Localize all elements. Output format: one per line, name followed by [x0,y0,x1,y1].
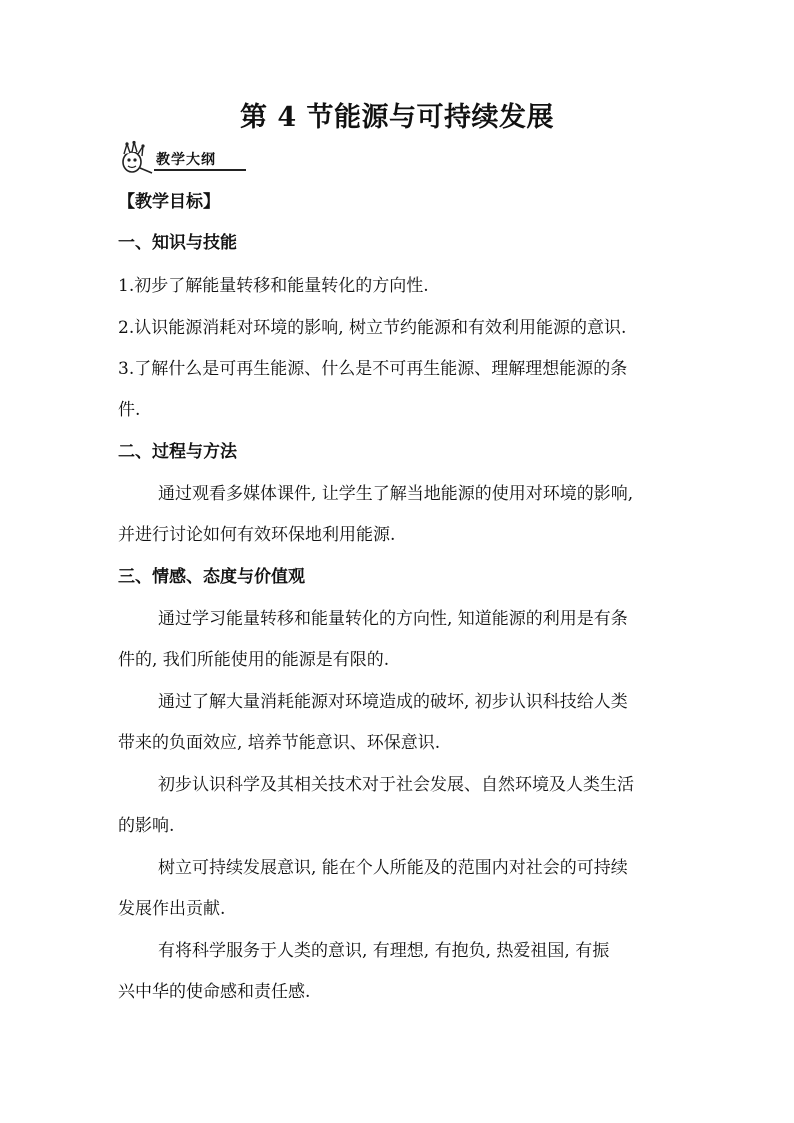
section-heading-3: 三、情感、态度与价值观 [118,567,305,587]
paragraph-line: 通过学习能量转移和能量转化的方向性, 知道能源的利用是有条 [158,609,628,629]
paragraph-line: 发展作出贡献. [118,899,226,919]
mascot-icon [118,140,158,176]
document-title: 第 4 节能源与可持续发展 [239,102,555,133]
paragraph-line: 带来的负面效应, 培养节能意识、环保意识. [118,733,441,753]
paragraph-line: 通过观看多媒体课件, 让学生了解当地能源的使用对环境的影响, [158,484,634,504]
list-item: 2.认识能源消耗对环境的影响, 树立节约能源和有效利用能源的意识. [118,318,627,338]
badge-label: 教学大纲 [156,152,216,168]
paragraph-line: 通过了解大量消耗能源对环境造成的破坏, 初步认识科技给人类 [158,692,628,712]
paragraph-line: 兴中华的使命感和责任感. [118,982,311,1002]
list-item: 件. [118,400,141,420]
section-heading-2: 二、过程与方法 [118,442,237,462]
badge-underline [154,169,246,171]
objectives-heading: 【教学目标】 [118,192,220,212]
section-badge [118,140,246,176]
paragraph-line: 件的, 我们所能使用的能源是有限的. [118,650,390,670]
list-item: 3.了解什么是可再生能源、什么是不可再生能源、理解理想能源的条 [118,359,628,379]
paragraph-line: 并进行讨论如何有效环保地利用能源. [118,525,396,545]
paragraph-line: 有将科学服务于人类的意识, 有理想, 有抱负, 热爱祖国, 有振 [158,941,610,961]
paragraph-line: 的影响. [118,816,175,836]
paragraph-line: 初步认识科学及其相关技术对于社会发展、自然环境及人类生活 [158,775,634,795]
list-item: 1.初步了解能量转移和能量转化的方向性. [118,276,429,296]
section-heading-1: 一、知识与技能 [118,233,237,253]
paragraph-line: 树立可持续发展意识, 能在个人所能及的范围内对社会的可持续 [158,858,628,878]
